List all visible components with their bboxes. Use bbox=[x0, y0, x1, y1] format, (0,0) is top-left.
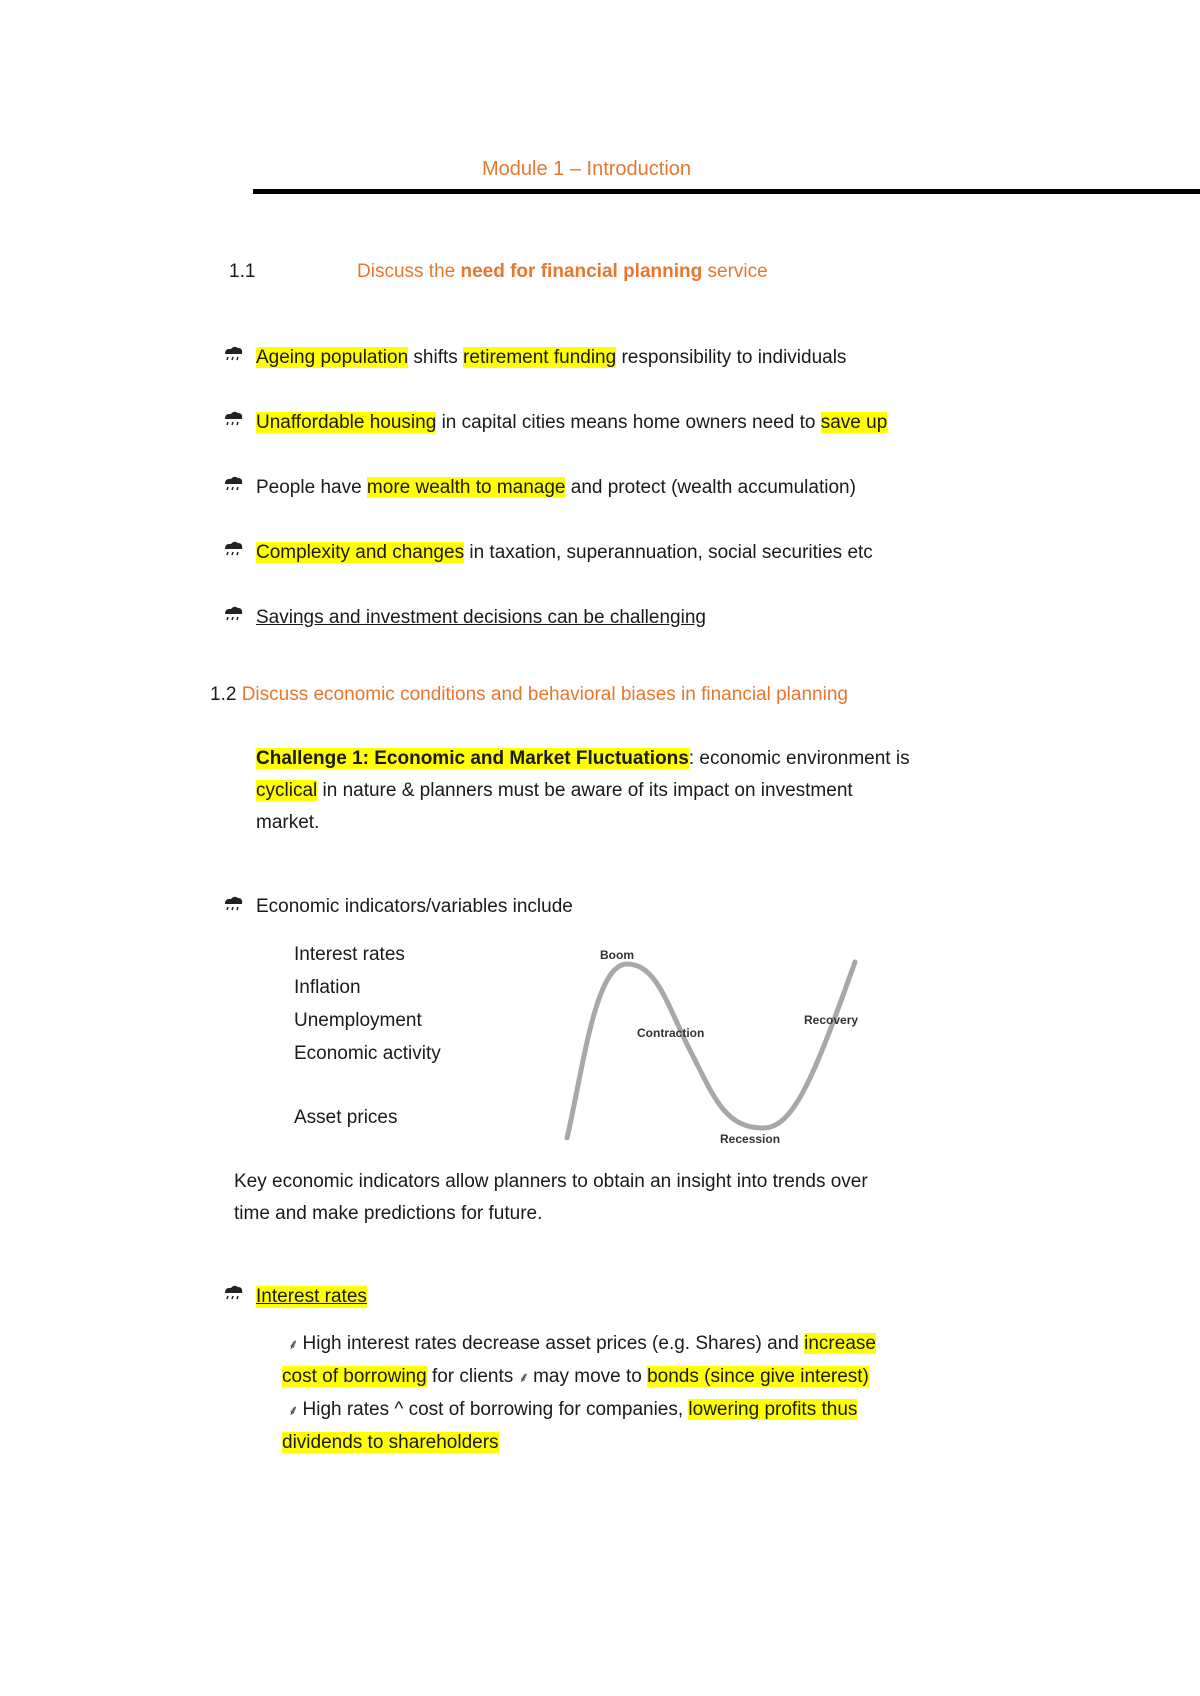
sub-bullet-icon: ⸙ bbox=[288, 1336, 299, 1352]
rates-l2hl: cost of borrowing bbox=[282, 1366, 427, 1387]
rates-l2hl2: bonds (since give interest) bbox=[647, 1366, 869, 1387]
hl-save-up: save up bbox=[820, 412, 888, 433]
rates-l2a: for clients bbox=[426, 1366, 519, 1387]
section-1-2-heading bbox=[210, 684, 848, 706]
challenge-label: Challenge 1: Economic and Market Fluctuations bbox=[256, 748, 689, 769]
challenge-line-3: market. bbox=[256, 812, 320, 833]
section-1-1-heading bbox=[357, 261, 768, 283]
hl-ageing: Ageing population bbox=[256, 347, 409, 368]
rates-l3a: High rates ^ cost of borrowing for companies, bbox=[302, 1399, 689, 1420]
hl-retirement: retirement funding bbox=[463, 347, 617, 368]
rates-line-2 bbox=[282, 1366, 869, 1388]
module-title: Module 1 – Introduction bbox=[482, 158, 692, 180]
cloud-rain-icon bbox=[222, 605, 244, 625]
indicator-item: Interest rates bbox=[294, 944, 405, 965]
bullet-savings: Savings and investment decisions can be challenging bbox=[256, 607, 706, 628]
rates-l1a: High interest rates decrease asset prices (e.g. Shares) and bbox=[302, 1333, 805, 1354]
hl-complexity: Complexity and changes bbox=[256, 542, 465, 563]
cloud-rain-icon bbox=[222, 345, 244, 365]
cycle-curve bbox=[567, 962, 855, 1138]
challenge-t1: economic environment is bbox=[694, 748, 910, 769]
s12-num: 1.2 bbox=[210, 684, 237, 705]
challenge-t2: in nature & planners must be aware of its impact on investment bbox=[317, 780, 853, 801]
key-line-1: Key economic indicators allow planners to obtain an insight into trends over bbox=[234, 1171, 868, 1192]
s12-text: Discuss economic conditions and behavioral biases in financial planning bbox=[236, 684, 848, 705]
t-protect: and protect (wealth accumulation) bbox=[565, 477, 856, 498]
cycle-label-recession: Recession bbox=[720, 1132, 781, 1146]
key-line-2: time and make predictions for future. bbox=[234, 1203, 543, 1224]
indicator-item: Economic activity bbox=[294, 1043, 441, 1064]
rates-l4hl: dividends to shareholders bbox=[282, 1432, 499, 1453]
indicator-item: Asset prices bbox=[294, 1107, 398, 1128]
challenge-colon: : bbox=[688, 748, 695, 769]
challenge-line-2 bbox=[256, 780, 853, 802]
sub-bullet-icon: ⸙ bbox=[518, 1369, 530, 1385]
bullet-more-wealth bbox=[256, 477, 856, 499]
rates-line-1 bbox=[288, 1333, 876, 1355]
cycle-label-contraction: Contraction bbox=[637, 1026, 705, 1040]
indicator-item: Unemployment bbox=[294, 1010, 422, 1031]
cycle-label-boom: Boom bbox=[600, 948, 634, 962]
hl-housing: Unaffordable housing bbox=[256, 412, 437, 433]
t-shifts: shifts bbox=[408, 347, 464, 368]
cloud-rain-icon bbox=[222, 410, 244, 430]
rates-l1hl: increase bbox=[804, 1333, 876, 1354]
indicator-item: Inflation bbox=[294, 977, 361, 998]
s11-bold: need for financial planning bbox=[460, 261, 703, 282]
s11-pre: Discuss the bbox=[357, 261, 461, 282]
cloud-rain-icon bbox=[222, 540, 244, 560]
hl-wealth: more wealth to manage bbox=[366, 477, 566, 498]
challenge-cyclical: cyclical bbox=[256, 780, 318, 801]
indicators-intro: Economic indicators/variables include bbox=[256, 896, 573, 917]
t-capital: in capital cities means home owners need to bbox=[436, 412, 821, 433]
cloud-rain-icon bbox=[222, 1284, 244, 1304]
interest-rates-heading: Interest rates bbox=[256, 1286, 367, 1307]
rates-line-3 bbox=[288, 1399, 857, 1421]
t-taxation: in taxation, superannuation, social securities etc bbox=[464, 542, 873, 563]
cloud-rain-icon bbox=[222, 895, 244, 915]
cycle-label-recovery: Recovery bbox=[804, 1013, 859, 1027]
bullet-unaffordable-housing bbox=[256, 412, 887, 434]
rates-l2b: may move to bbox=[533, 1366, 648, 1387]
economic-cycle-diagram bbox=[555, 940, 915, 1140]
t-responsibility: responsibility to individuals bbox=[616, 347, 847, 368]
title-underline bbox=[253, 189, 1200, 194]
rates-line-4 bbox=[282, 1432, 499, 1454]
sub-bullet-icon: ⸙ bbox=[288, 1402, 299, 1418]
section-1-1-number: 1.1 bbox=[229, 261, 256, 282]
cloud-rain-icon bbox=[222, 475, 244, 495]
bullet-ageing-population bbox=[256, 347, 846, 369]
s11-post: service bbox=[702, 261, 768, 282]
challenge-line-1 bbox=[256, 748, 910, 770]
rates-l3hl: lowering profits thus bbox=[688, 1399, 858, 1420]
bullet-complexity bbox=[256, 542, 873, 564]
t-people: People have bbox=[256, 477, 367, 498]
